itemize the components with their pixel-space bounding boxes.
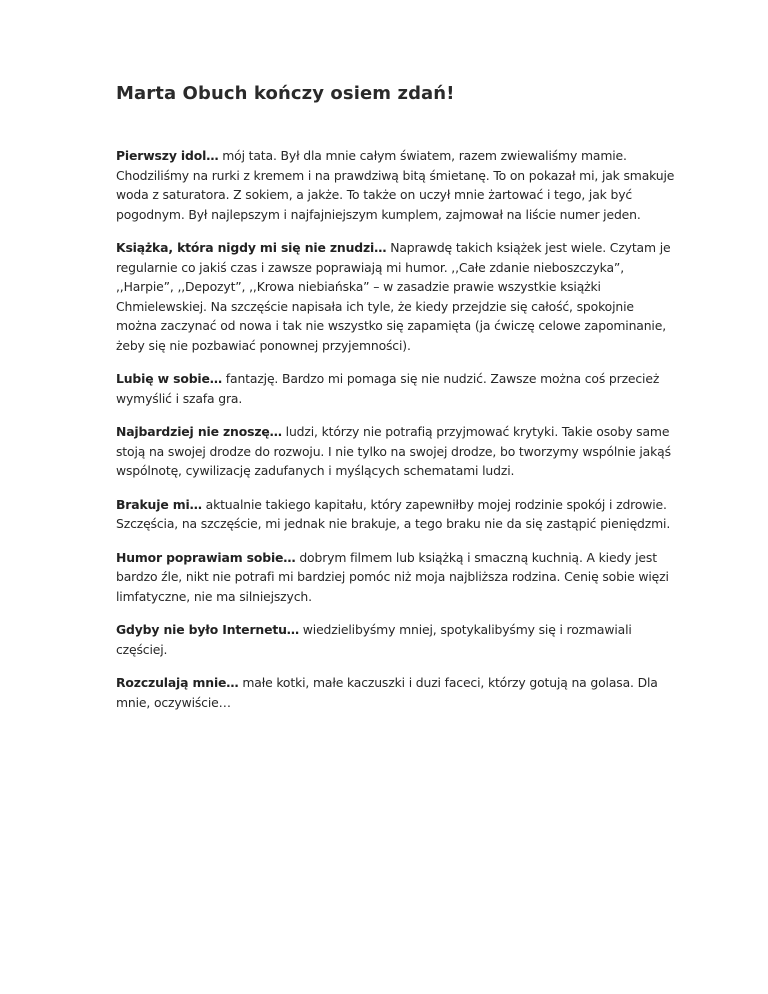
paragraph-mood [116,548,676,607]
paragraph-like-in-myself [116,369,676,408]
paragraph-lead: Rozczulają mnie… [116,675,239,690]
document-title: Marta Obuch kończy osiem zdań! [116,83,455,104]
paragraph-moved-by [116,673,676,712]
paragraph-lead: Brakuje mi… [116,496,202,512]
paragraph-text: mój tata. Był dla mnie całym światem, razem zwiewaliśmy mamie. Chodziliśmy na rurki z kremem i na prawdziwą bitą śmietanę. To on pokazał mi, jak smakuje woda z saturatora. Z sokiem, a jakże. To także on uczył mnie żartować i tego, jak być pogodnym. Był najlepszym i najfajniejszym kumplem, zajmował na liście numer jeden. [116,148,675,222]
paragraph-text: Naprawdę takich książek jest wiele. Czytam je regularnie co jakiś czas i zawsze poprawiają mi humor. ,,Całe zdanie nieboszczyka”, ,,Harpie”, ,,Depozyt”, ,,Krowa niebiańska” – w zasadzie prawie wszystkie książki Chmielewskiej. Na szczęście napisała ich tyle, że kiedy przejdzie się całość, spokojnie można zaczynać od nowa i tak nie wszystko się zapamięta (ja ćwiczę celowe zapominanie, żeby się nie pozbawiać ponownej przyjemności). [116,240,671,353]
paragraph-text: małe kotki, małe kaczuszki i duzi faceci, którzy gotują na golasa. Dla mnie, oczywiście… [116,675,658,710]
document-page [116,82,676,726]
paragraph-text: wiedzielibyśmy mniej, spotykalibyśmy się i rozmawiali częściej. [116,622,632,657]
paragraph-missing [116,495,676,534]
paragraph-favorite-book [116,238,676,355]
paragraph-first-idol [116,146,676,224]
paragraph-text: dobrym filmem lub książką i smaczną kuchnią. A kiedy jest bardzo źle, nikt nie potrafi mi bardziej pomóc niż moja najbliższa rodzina. Cenię sobie więzi limfatyczne, nie ma silniejszych. [116,549,669,604]
paragraph-text: aktualnie takiego kapitału, który zapewniłby mojej rodzinie spokój i zdrowie. Szczęścia, na szczęście, mi jednak nie brakuje, a tego braku nie da się zastąpić pieniędzmi. [116,496,671,531]
paragraph-lead: Gdyby nie było Internetu… [116,622,300,637]
paragraph-lead: Lubię w sobie… [116,371,223,386]
paragraph-lead: Humor poprawiam sobie… [116,549,296,565]
paragraph-text: ludzi, którzy nie potrafią przyjmować krytyki. Takie osoby same stoją na swojej drodze do rozwoju. I nie tylko na swojej drodze, bo tworzymy wspólnie jakąś wspólnotę, cywilizację zadufanych i myślących schematami ludzi. [116,424,671,478]
paragraph-dislike [116,422,676,481]
paragraph-lead: Najbardziej nie znoszę… [116,424,282,439]
paragraph-internet [116,620,676,659]
paragraph-text: fantazję. Bardzo mi pomaga się nie nudzić. Zawsze można coś przecież wymyślić i szafa gra. [116,371,660,406]
paragraph-lead: Pierwszy idol… [116,148,219,163]
paragraph-lead: Książka, która nigdy mi się nie znudzi… [116,240,387,255]
